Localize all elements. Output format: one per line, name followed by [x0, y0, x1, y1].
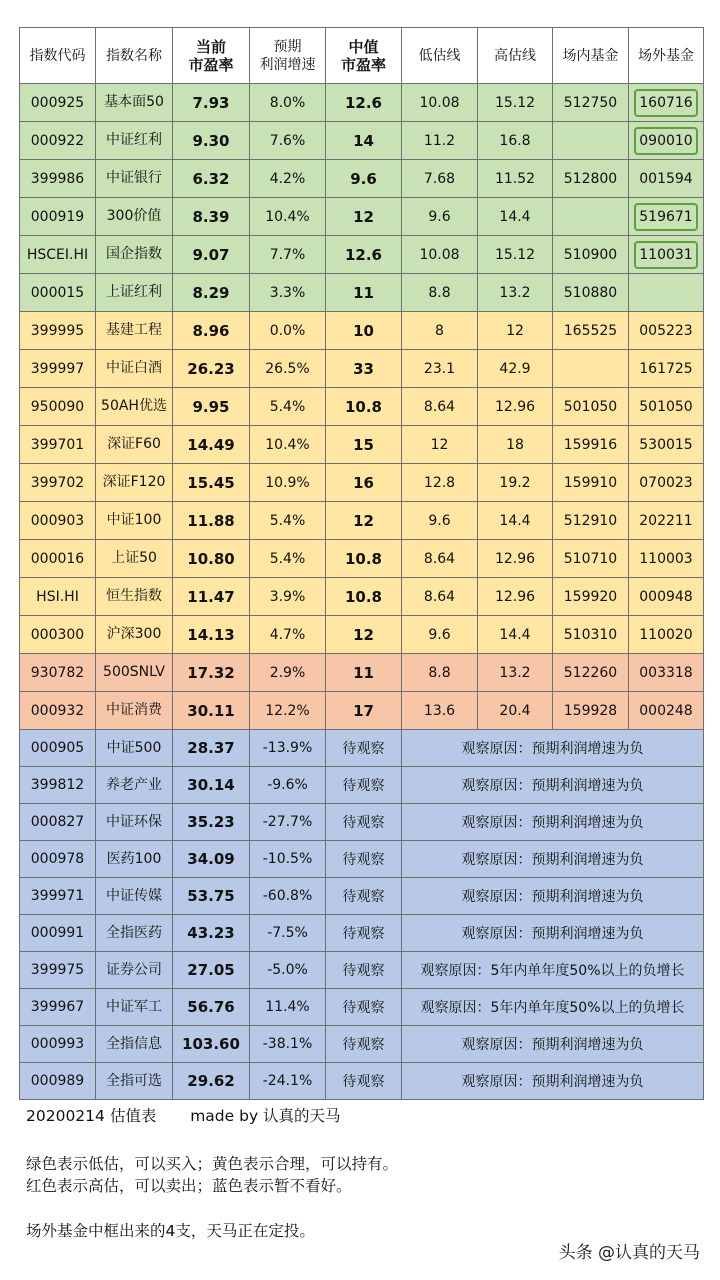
index-name-cell: 基建工程: [96, 312, 173, 350]
median-pe-cell: 待观察: [326, 915, 402, 952]
index-name-cell: 全指医药: [96, 915, 173, 952]
expected-growth-cell: -5.0%: [250, 952, 326, 989]
index-code-cell: 000925: [20, 84, 96, 122]
table-row: [20, 804, 704, 841]
highlighted-fund-box: 519671: [634, 203, 697, 231]
table-body: [20, 84, 704, 1100]
onexchange-fund-cell: 159910: [553, 464, 629, 502]
low-line-cell: 8: [402, 312, 478, 350]
column-header: 高估线: [478, 28, 553, 84]
onexchange-fund-cell: 165525: [553, 312, 629, 350]
valuation-table: [19, 27, 704, 1100]
median-pe-cell: 12: [326, 198, 402, 236]
low-line-cell: 9.6: [402, 198, 478, 236]
column-header: 预期 利润增速: [250, 28, 326, 84]
note-author: made by 认真的天马: [190, 1107, 341, 1125]
low-line-cell: 10.08: [402, 236, 478, 274]
offexchange-fund-cell: 000248: [629, 692, 704, 730]
expected-growth-cell: 11.4%: [250, 989, 326, 1026]
median-pe-cell: 10.8: [326, 540, 402, 578]
expected-growth-cell: 26.5%: [250, 350, 326, 388]
index-name-cell: 中证军工: [96, 989, 173, 1026]
high-line-cell: 12.96: [478, 578, 553, 616]
offexchange-fund-cell: [629, 122, 704, 160]
index-name-cell: 上证50: [96, 540, 173, 578]
table-row: [20, 426, 704, 464]
index-code-cell: 399995: [20, 312, 96, 350]
current-pe-cell: 26.23: [173, 350, 250, 388]
expected-growth-cell: 0.0%: [250, 312, 326, 350]
low-line-cell: 9.6: [402, 616, 478, 654]
expected-growth-cell: 7.7%: [250, 236, 326, 274]
low-line-cell: 8.64: [402, 388, 478, 426]
index-name-cell: 中证500: [96, 730, 173, 767]
index-code-cell: 000827: [20, 804, 96, 841]
median-pe-cell: 待观察: [326, 989, 402, 1026]
index-name-cell: 中证传媒: [96, 878, 173, 915]
table-row: [20, 198, 704, 236]
table-row: [20, 122, 704, 160]
median-pe-cell: 12.6: [326, 84, 402, 122]
current-pe-cell: 8.96: [173, 312, 250, 350]
expected-growth-cell: -13.9%: [250, 730, 326, 767]
table-row: [20, 312, 704, 350]
onexchange-fund-cell: 512260: [553, 654, 629, 692]
current-pe-cell: 53.75: [173, 878, 250, 915]
offexchange-fund-cell: 000948: [629, 578, 704, 616]
high-line-cell: 12.96: [478, 388, 553, 426]
offexchange-fund-cell: 501050: [629, 388, 704, 426]
median-pe-cell: 17: [326, 692, 402, 730]
current-pe-cell: 8.29: [173, 274, 250, 312]
table-row: [20, 540, 704, 578]
median-pe-cell: 待观察: [326, 841, 402, 878]
current-pe-cell: 27.05: [173, 952, 250, 989]
index-code-cell: 399812: [20, 767, 96, 804]
highlighted-fund-box: 090010: [634, 127, 697, 155]
index-code-cell: 399975: [20, 952, 96, 989]
table-row: [20, 578, 704, 616]
high-line-cell: 11.52: [478, 160, 553, 198]
median-pe-cell: 10.8: [326, 388, 402, 426]
index-name-cell: 医药100: [96, 841, 173, 878]
high-line-cell: 14.4: [478, 198, 553, 236]
index-name-cell: 50AH优选: [96, 388, 173, 426]
index-name-cell: 深证F120: [96, 464, 173, 502]
median-pe-cell: 待观察: [326, 804, 402, 841]
offexchange-fund-cell: 110003: [629, 540, 704, 578]
high-line-cell: 14.4: [478, 616, 553, 654]
note-boxed-funds: 场外基金中框出来的4支，天马正在定投。: [26, 1222, 315, 1240]
table-row: [20, 464, 704, 502]
index-code-cell: 399971: [20, 878, 96, 915]
high-line-cell: 16.8: [478, 122, 553, 160]
index-name-cell: 证券公司: [96, 952, 173, 989]
observe-reason-cell: 观察原因：预期利润增速为负: [402, 804, 704, 841]
onexchange-fund-cell: 159920: [553, 578, 629, 616]
note-legend-1: 绿色表示低估，可以买入；黄色表示合理，可以持有。: [26, 1155, 399, 1173]
high-line-cell: 14.4: [478, 502, 553, 540]
median-pe-cell: 待观察: [326, 1026, 402, 1063]
index-name-cell: 恒生指数: [96, 578, 173, 616]
column-header: 当前 市盈率: [173, 28, 250, 84]
current-pe-cell: 29.62: [173, 1063, 250, 1100]
table-row: [20, 616, 704, 654]
low-line-cell: 12.8: [402, 464, 478, 502]
note-date: 20200214 估值表: [26, 1107, 157, 1125]
expected-growth-cell: 5.4%: [250, 502, 326, 540]
low-line-cell: 8.64: [402, 578, 478, 616]
onexchange-fund-cell: 159916: [553, 426, 629, 464]
observe-reason-cell: 观察原因：预期利润增速为负: [402, 1063, 704, 1100]
median-pe-cell: 16: [326, 464, 402, 502]
offexchange-fund-cell: 202211: [629, 502, 704, 540]
current-pe-cell: 28.37: [173, 730, 250, 767]
expected-growth-cell: -9.6%: [250, 767, 326, 804]
median-pe-cell: 12: [326, 502, 402, 540]
expected-growth-cell: 3.3%: [250, 274, 326, 312]
observe-reason-cell: 观察原因：预期利润增速为负: [402, 878, 704, 915]
offexchange-fund-cell: 005223: [629, 312, 704, 350]
high-line-cell: 13.2: [478, 274, 553, 312]
table-row: [20, 236, 704, 274]
current-pe-cell: 9.95: [173, 388, 250, 426]
current-pe-cell: 17.32: [173, 654, 250, 692]
low-line-cell: 8.64: [402, 540, 478, 578]
table-header-row: [20, 28, 704, 84]
onexchange-fund-cell: 510900: [553, 236, 629, 274]
table-row: [20, 952, 704, 989]
index-name-cell: 沪深300: [96, 616, 173, 654]
index-code-cell: 000919: [20, 198, 96, 236]
expected-growth-cell: 4.2%: [250, 160, 326, 198]
onexchange-fund-cell: 510710: [553, 540, 629, 578]
column-header: 指数名称: [96, 28, 173, 84]
observe-reason-cell: 观察原因：预期利润增速为负: [402, 915, 704, 952]
offexchange-fund-cell: 003318: [629, 654, 704, 692]
expected-growth-cell: 5.4%: [250, 388, 326, 426]
expected-growth-cell: 5.4%: [250, 540, 326, 578]
low-line-cell: 7.68: [402, 160, 478, 198]
onexchange-fund-cell: 512750: [553, 84, 629, 122]
current-pe-cell: 35.23: [173, 804, 250, 841]
median-pe-cell: 33: [326, 350, 402, 388]
current-pe-cell: 30.11: [173, 692, 250, 730]
current-pe-cell: 9.07: [173, 236, 250, 274]
offexchange-fund-cell: 161725: [629, 350, 704, 388]
high-line-cell: 19.2: [478, 464, 553, 502]
table-row: [20, 502, 704, 540]
median-pe-cell: 待观察: [326, 767, 402, 804]
table-row: [20, 915, 704, 952]
column-header: 场外基金: [629, 28, 704, 84]
expected-growth-cell: -60.8%: [250, 878, 326, 915]
median-pe-cell: 15: [326, 426, 402, 464]
table-row: [20, 160, 704, 198]
current-pe-cell: 43.23: [173, 915, 250, 952]
onexchange-fund-cell: [553, 198, 629, 236]
current-pe-cell: 9.30: [173, 122, 250, 160]
median-pe-cell: 待观察: [326, 1063, 402, 1100]
current-pe-cell: 8.39: [173, 198, 250, 236]
index-name-cell: 中证消费: [96, 692, 173, 730]
expected-growth-cell: 10.9%: [250, 464, 326, 502]
index-name-cell: 全指信息: [96, 1026, 173, 1063]
table-row: [20, 767, 704, 804]
table-row: [20, 388, 704, 426]
index-code-cell: 000989: [20, 1063, 96, 1100]
low-line-cell: 10.08: [402, 84, 478, 122]
offexchange-fund-cell: 070023: [629, 464, 704, 502]
expected-growth-cell: 4.7%: [250, 616, 326, 654]
note-title: [26, 1104, 341, 1126]
onexchange-fund-cell: 512800: [553, 160, 629, 198]
table-row: [20, 989, 704, 1026]
median-pe-cell: 9.6: [326, 160, 402, 198]
index-code-cell: 950090: [20, 388, 96, 426]
high-line-cell: 12.96: [478, 540, 553, 578]
current-pe-cell: 103.60: [173, 1026, 250, 1063]
low-line-cell: 8.8: [402, 654, 478, 692]
index-code-cell: 399701: [20, 426, 96, 464]
offexchange-fund-cell: [629, 84, 704, 122]
highlighted-fund-box: 160716: [634, 89, 697, 117]
low-line-cell: 12: [402, 426, 478, 464]
current-pe-cell: 56.76: [173, 989, 250, 1026]
current-pe-cell: 11.47: [173, 578, 250, 616]
index-code-cell: HSCEI.HI: [20, 236, 96, 274]
low-line-cell: 8.8: [402, 274, 478, 312]
note-legend-2: 红色表示高估，可以卖出；蓝色表示暂不看好。: [26, 1177, 352, 1195]
expected-growth-cell: 12.2%: [250, 692, 326, 730]
index-code-cell: 000905: [20, 730, 96, 767]
low-line-cell: 9.6: [402, 502, 478, 540]
table-row: [20, 274, 704, 312]
current-pe-cell: 14.49: [173, 426, 250, 464]
observe-reason-cell: 观察原因：预期利润增速为负: [402, 730, 704, 767]
current-pe-cell: 15.45: [173, 464, 250, 502]
table-row: [20, 654, 704, 692]
table-row: [20, 84, 704, 122]
highlighted-fund-box: 110031: [634, 241, 697, 269]
current-pe-cell: 7.93: [173, 84, 250, 122]
watermark: 头条 @认真的天马: [558, 1243, 700, 1263]
table-row: [20, 350, 704, 388]
column-header: 场内基金: [553, 28, 629, 84]
index-code-cell: 399986: [20, 160, 96, 198]
low-line-cell: 11.2: [402, 122, 478, 160]
index-name-cell: 上证红利: [96, 274, 173, 312]
median-pe-cell: 待观察: [326, 878, 402, 915]
index-code-cell: 000016: [20, 540, 96, 578]
table-row: [20, 692, 704, 730]
current-pe-cell: 30.14: [173, 767, 250, 804]
onexchange-fund-cell: 510880: [553, 274, 629, 312]
high-line-cell: 18: [478, 426, 553, 464]
current-pe-cell: 10.80: [173, 540, 250, 578]
high-line-cell: 15.12: [478, 84, 553, 122]
onexchange-fund-cell: 501050: [553, 388, 629, 426]
median-pe-cell: 11: [326, 274, 402, 312]
expected-growth-cell: 2.9%: [250, 654, 326, 692]
index-name-cell: 基本面50: [96, 84, 173, 122]
observe-reason-cell: 观察原因：预期利润增速为负: [402, 1026, 704, 1063]
index-name-cell: 中证环保: [96, 804, 173, 841]
onexchange-fund-cell: 159928: [553, 692, 629, 730]
column-header: 指数代码: [20, 28, 96, 84]
offexchange-fund-cell: [629, 274, 704, 312]
observe-reason-cell: 观察原因：预期利润增速为负: [402, 841, 704, 878]
index-code-cell: 399997: [20, 350, 96, 388]
index-code-cell: HSI.HI: [20, 578, 96, 616]
current-pe-cell: 6.32: [173, 160, 250, 198]
high-line-cell: 20.4: [478, 692, 553, 730]
median-pe-cell: 11: [326, 654, 402, 692]
index-name-cell: 中证银行: [96, 160, 173, 198]
offexchange-fund-cell: 530015: [629, 426, 704, 464]
median-pe-cell: 14: [326, 122, 402, 160]
table-row: [20, 1063, 704, 1100]
high-line-cell: 42.9: [478, 350, 553, 388]
low-line-cell: 23.1: [402, 350, 478, 388]
expected-growth-cell: -7.5%: [250, 915, 326, 952]
expected-growth-cell: 8.0%: [250, 84, 326, 122]
median-pe-cell: 12: [326, 616, 402, 654]
expected-growth-cell: 10.4%: [250, 426, 326, 464]
index-code-cell: 399702: [20, 464, 96, 502]
index-code-cell: 000015: [20, 274, 96, 312]
expected-growth-cell: 3.9%: [250, 578, 326, 616]
index-name-cell: 深证F60: [96, 426, 173, 464]
index-name-cell: 500SNLV: [96, 654, 173, 692]
index-name-cell: 300价值: [96, 198, 173, 236]
table-row: [20, 878, 704, 915]
expected-growth-cell: -38.1%: [250, 1026, 326, 1063]
index-name-cell: 国企指数: [96, 236, 173, 274]
expected-growth-cell: -10.5%: [250, 841, 326, 878]
table-row: [20, 730, 704, 767]
index-name-cell: 中证白酒: [96, 350, 173, 388]
expected-growth-cell: -27.7%: [250, 804, 326, 841]
current-pe-cell: 34.09: [173, 841, 250, 878]
median-pe-cell: 待观察: [326, 730, 402, 767]
index-code-cell: 000993: [20, 1026, 96, 1063]
onexchange-fund-cell: 512910: [553, 502, 629, 540]
offexchange-fund-cell: 001594: [629, 160, 704, 198]
low-line-cell: 13.6: [402, 692, 478, 730]
index-code-cell: 399967: [20, 989, 96, 1026]
column-header: 中值 市盈率: [326, 28, 402, 84]
expected-growth-cell: 7.6%: [250, 122, 326, 160]
current-pe-cell: 11.88: [173, 502, 250, 540]
index-code-cell: 000903: [20, 502, 96, 540]
current-pe-cell: 14.13: [173, 616, 250, 654]
offexchange-fund-cell: [629, 236, 704, 274]
median-pe-cell: 12.6: [326, 236, 402, 274]
index-code-cell: 000991: [20, 915, 96, 952]
table-row: [20, 1026, 704, 1063]
index-code-cell: 000978: [20, 841, 96, 878]
index-code-cell: 930782: [20, 654, 96, 692]
index-code-cell: 000932: [20, 692, 96, 730]
onexchange-fund-cell: [553, 350, 629, 388]
index-name-cell: 全指可选: [96, 1063, 173, 1100]
high-line-cell: 12: [478, 312, 553, 350]
index-name-cell: 中证100: [96, 502, 173, 540]
median-pe-cell: 待观察: [326, 952, 402, 989]
offexchange-fund-cell: 110020: [629, 616, 704, 654]
observe-reason-cell: 观察原因：预期利润增速为负: [402, 767, 704, 804]
onexchange-fund-cell: 510310: [553, 616, 629, 654]
index-name-cell: 中证红利: [96, 122, 173, 160]
high-line-cell: 15.12: [478, 236, 553, 274]
expected-growth-cell: -24.1%: [250, 1063, 326, 1100]
index-code-cell: 000922: [20, 122, 96, 160]
median-pe-cell: 10.8: [326, 578, 402, 616]
table-row: [20, 841, 704, 878]
observe-reason-cell: 观察原因：5年内单年度50%以上的负增长: [402, 952, 704, 989]
median-pe-cell: 10: [326, 312, 402, 350]
offexchange-fund-cell: [629, 198, 704, 236]
observe-reason-cell: 观察原因：5年内单年度50%以上的负增长: [402, 989, 704, 1026]
expected-growth-cell: 10.4%: [250, 198, 326, 236]
column-header: 低估线: [402, 28, 478, 84]
onexchange-fund-cell: [553, 122, 629, 160]
index-name-cell: 养老产业: [96, 767, 173, 804]
high-line-cell: 13.2: [478, 654, 553, 692]
index-code-cell: 000300: [20, 616, 96, 654]
